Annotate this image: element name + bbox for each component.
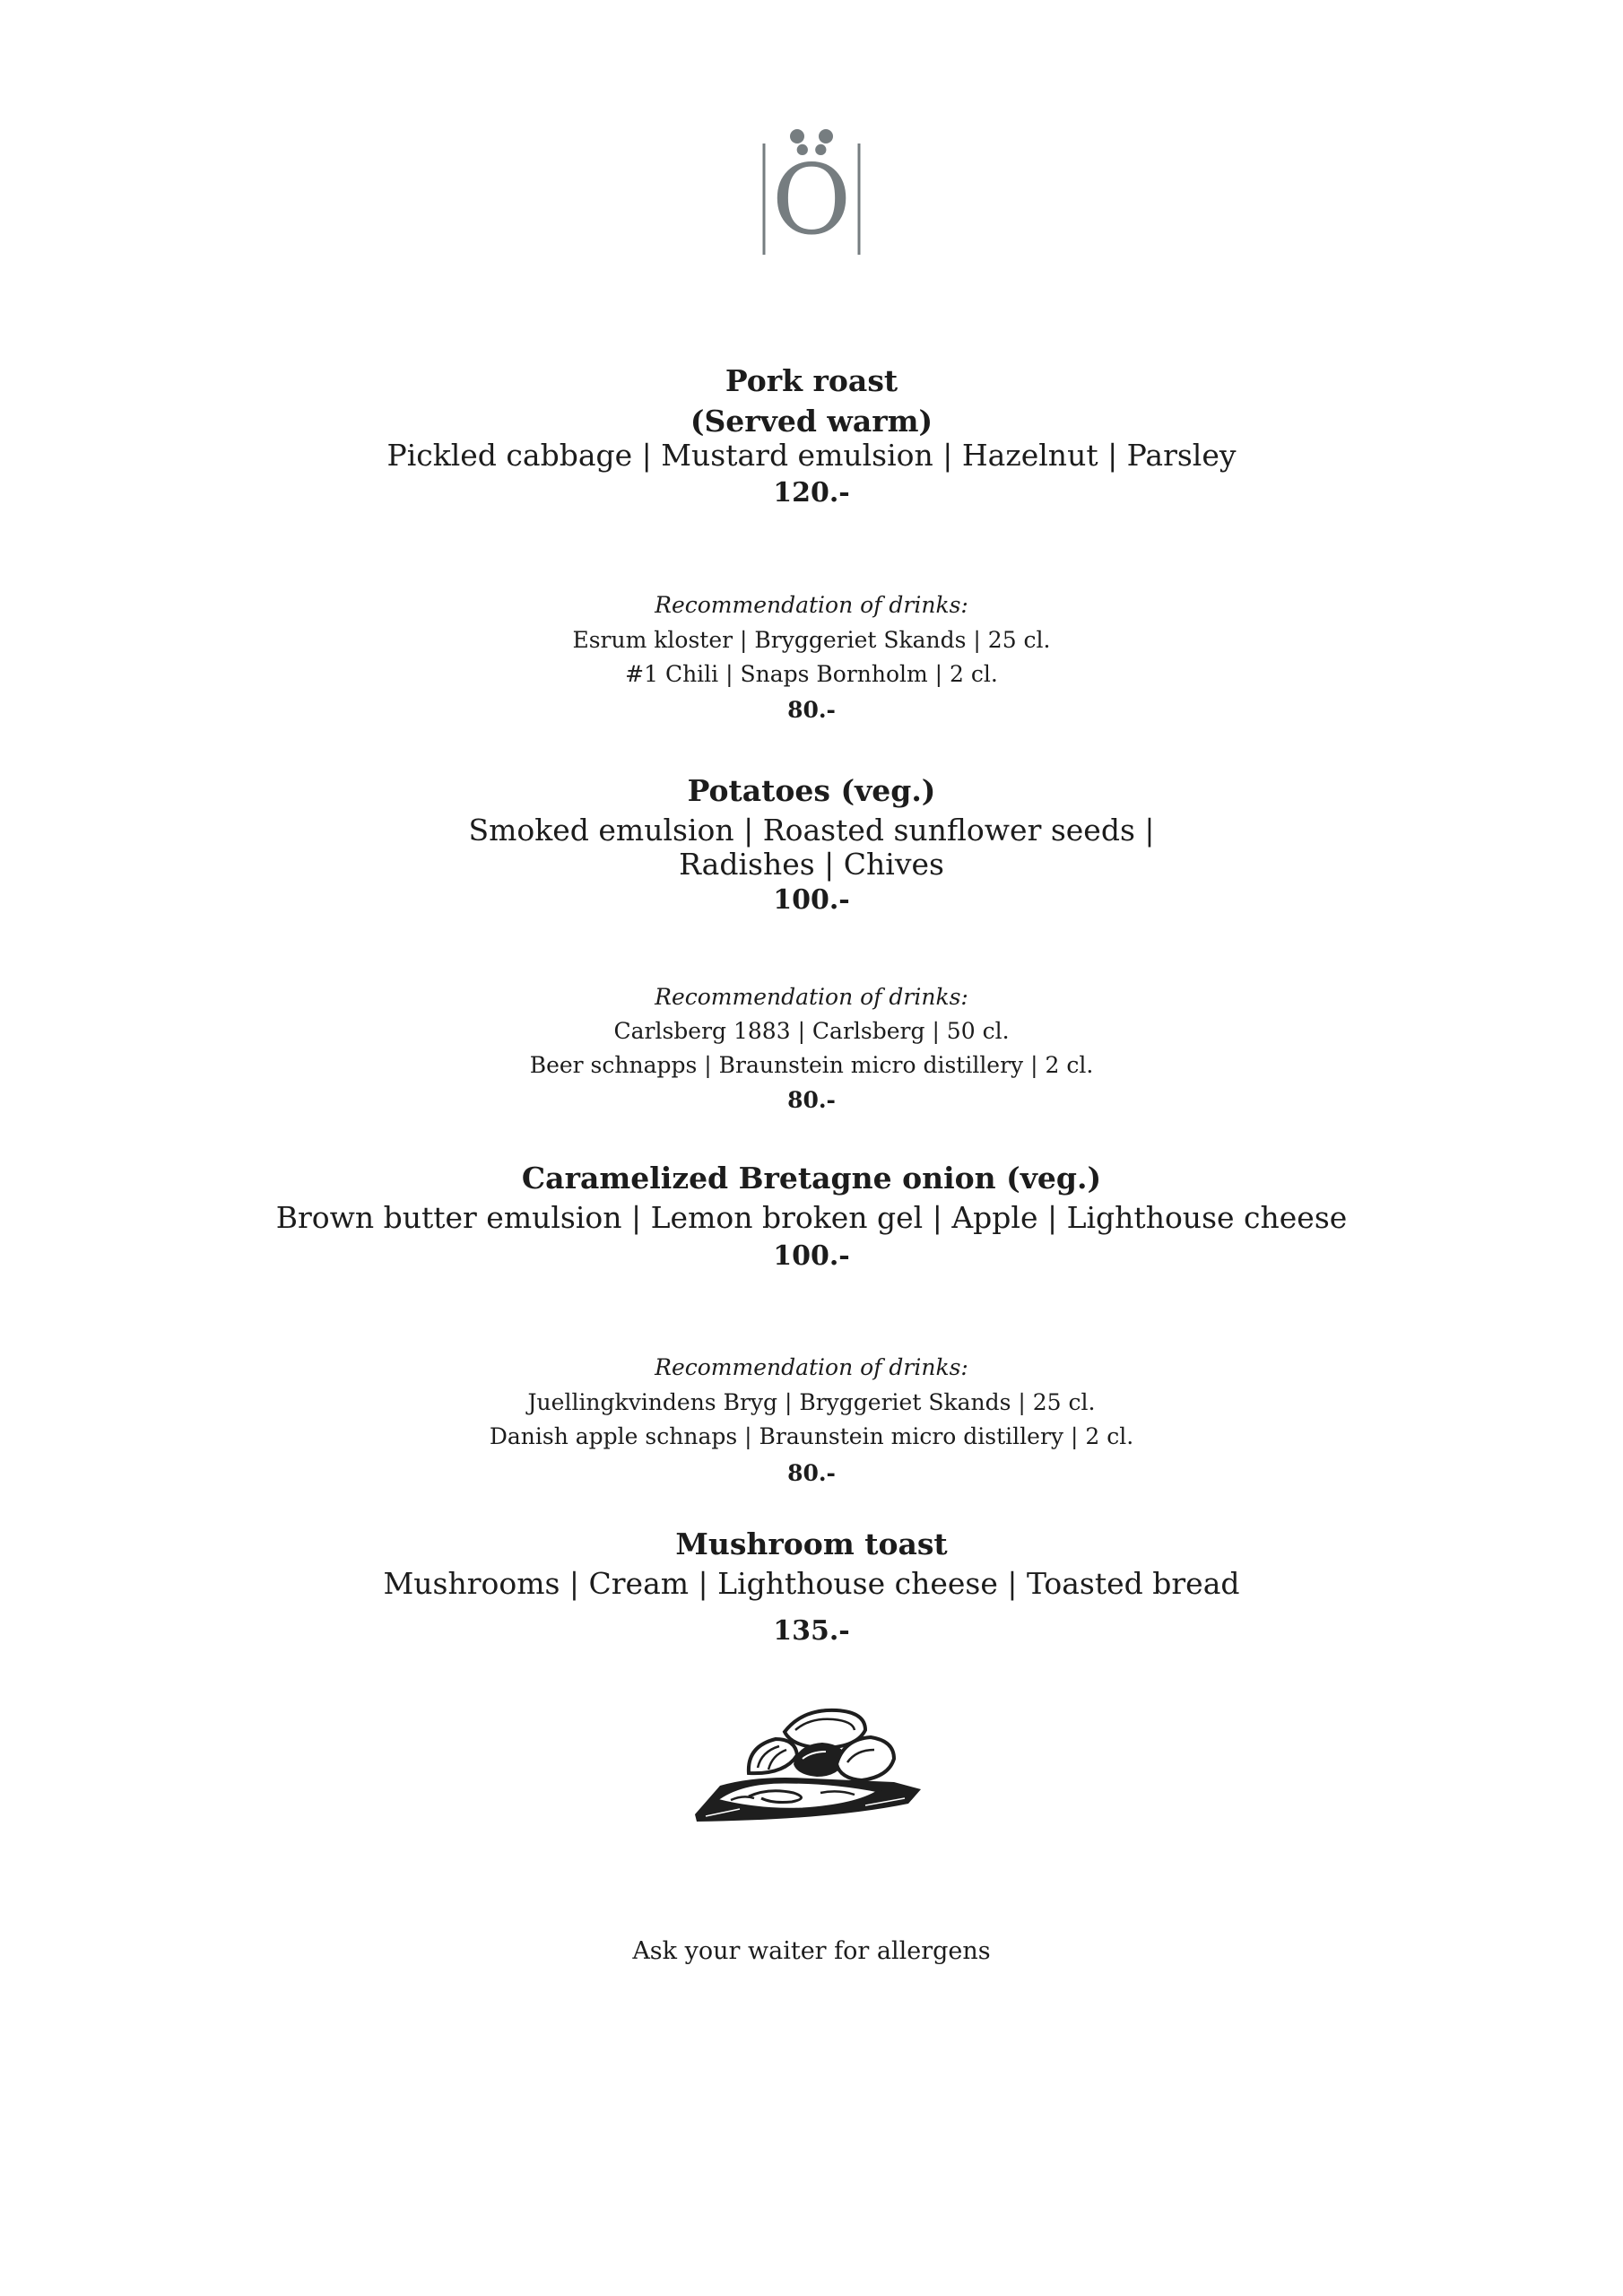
recommendation-item: Beer schnapps | Braunstein micro distillery | 2 cl. bbox=[529, 1052, 1094, 1078]
dish-description: Smoked emulsion | Roasted sunflower seeds | bbox=[468, 813, 1155, 848]
recommendation-item: #1 Chili | Snaps Bornholm | 2 cl. bbox=[625, 661, 998, 687]
recommendation-label: Recommendation of drinks: bbox=[655, 984, 968, 1010]
dish-price: 100.- bbox=[773, 884, 850, 916]
dish-price: 100.- bbox=[773, 1240, 850, 1272]
dish-title-note: (Served warm) bbox=[690, 404, 933, 439]
recommendation-label: Recommendation of drinks: bbox=[655, 592, 968, 618]
recommendation-price: 80.- bbox=[787, 1087, 836, 1113]
dish-price: 120.- bbox=[773, 477, 850, 509]
recommendation-price: 80.- bbox=[787, 1460, 836, 1486]
recommendation-item: Juellingkvindens Bryg | Bryggeriet Skands | 25 cl. bbox=[527, 1389, 1096, 1415]
dish-description: Radishes | Chives bbox=[679, 847, 944, 882]
dish-description: Mushrooms | Cream | Lighthouse cheese | Toasted bread bbox=[383, 1566, 1240, 1601]
recommendation-price: 80.- bbox=[787, 697, 836, 723]
recommendation-item: Carlsberg 1883 | Carlsberg | 50 cl. bbox=[613, 1018, 1010, 1044]
recommendation-label: Recommendation of drinks: bbox=[655, 1354, 968, 1380]
allergens-note: Ask your waiter for allergens bbox=[632, 1937, 991, 1965]
dish-title: Potatoes (veg.) bbox=[687, 773, 936, 808]
dish-description: Pickled cabbage | Mustard emulsion | Hazelnut | Parsley bbox=[386, 438, 1237, 473]
dish-title: Mushroom toast bbox=[675, 1526, 948, 1561]
dish-description: Brown butter emulsion | Lemon broken gel | Apple | Lighthouse cheese bbox=[275, 1200, 1348, 1235]
recommendation-item: Esrum kloster | Bryggeriet Skands | 25 cl. bbox=[572, 627, 1051, 653]
logo-umlaut-dot-left bbox=[790, 129, 804, 144]
dish-price: 135.- bbox=[773, 1615, 850, 1647]
mushroom-toast-illustration bbox=[686, 1700, 928, 1839]
dish-title: Caramelized Bretagne onion (veg.) bbox=[521, 1161, 1102, 1196]
recommendation-item: Danish apple schnaps | Braunstein micro distillery | 2 cl. bbox=[489, 1423, 1134, 1449]
dish-title: Pork roast bbox=[725, 363, 898, 398]
logo-umlaut-dot-right bbox=[819, 129, 833, 144]
logo-letter: Ö bbox=[771, 144, 852, 257]
restaurant-logo bbox=[758, 124, 865, 258]
